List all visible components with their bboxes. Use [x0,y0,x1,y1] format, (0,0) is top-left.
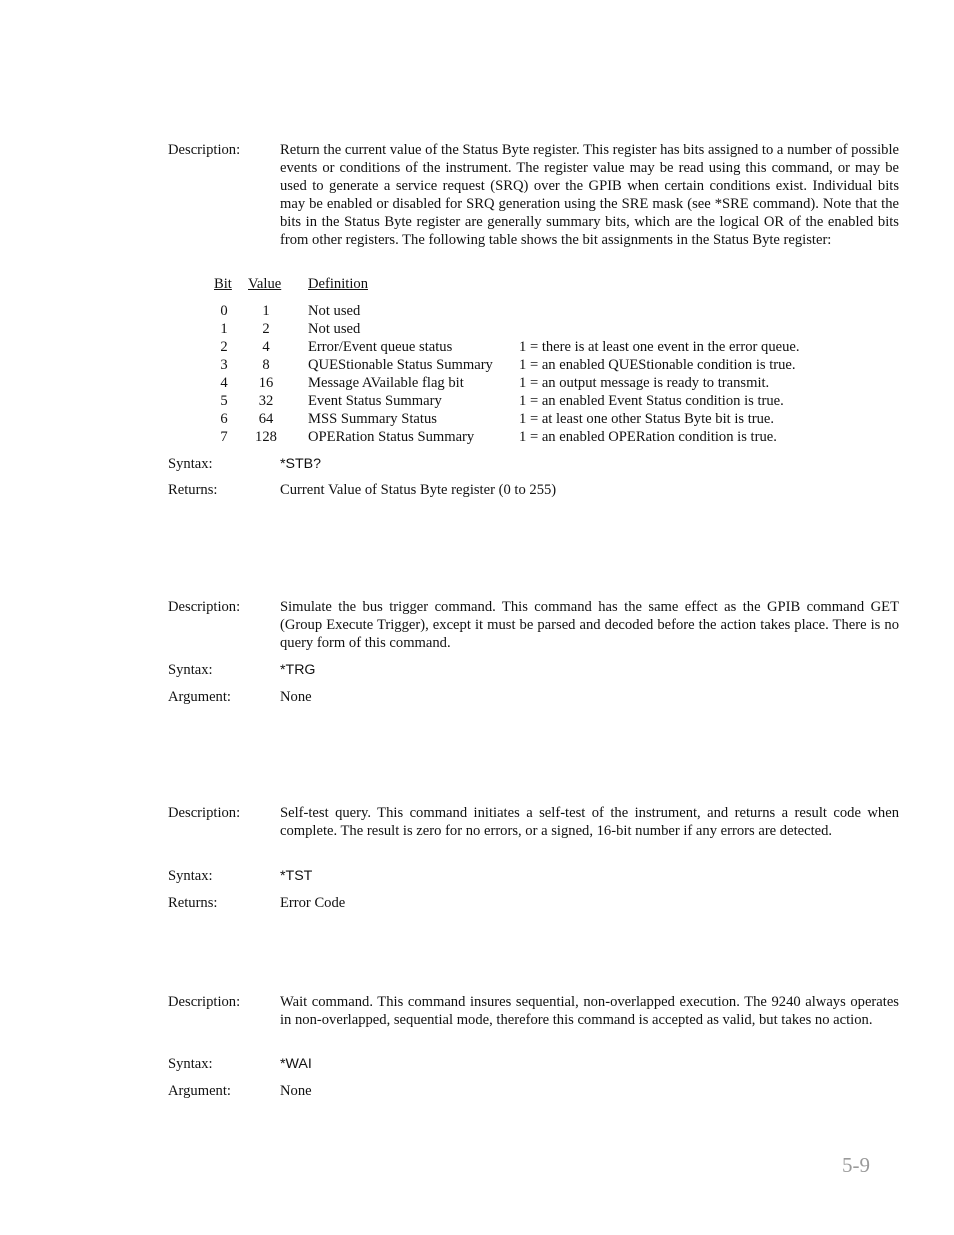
bit-number: 6 [220,411,228,427]
argument-text: None [280,1083,312,1099]
bit-number: 4 [220,375,228,391]
bit-value: 2 [262,321,270,337]
syntax-label: Syntax: [168,1056,213,1072]
page-number: 5-9 [842,1153,870,1177]
description-label: Description: [168,599,241,615]
bit-definition: Not used [308,321,361,337]
argument-text: None [280,689,312,705]
argument-label: Argument: [168,1083,231,1099]
table-row [214,338,854,356]
bit-definition: Error/Event queue status [308,339,453,355]
bit-number: 3 [220,357,228,373]
column-header-definition: Definition [308,276,368,292]
syntax-command: *STB? [280,456,322,472]
table-row [214,320,854,338]
table-row [214,302,854,320]
bit-definition: QUEStionable Status Summary [308,357,493,373]
bit-note: 1 = at least one other Status Byte bit is true. [519,411,775,427]
table-row [214,374,854,392]
table-row [214,410,854,428]
returns-text: Error Code [280,895,346,911]
bit-value: 1 [262,303,270,319]
returns-text: Current Value of Status Byte register (0 to 255) [280,482,557,498]
syntax-command: *TST [280,868,313,884]
table-row [214,392,854,410]
returns-label: Returns: [168,482,218,498]
bit-value: 16 [258,375,274,391]
bit-definition: Event Status Summary [308,393,442,409]
bit-value: 128 [255,429,277,445]
description-text: Self-test query. This command initiates a self-test of the instrument, and returns a result code when complete. The result is zero for no errors, or a signed, 16-bit number if any errors are detected. [280,805,899,839]
table-row [214,428,854,446]
bit-number: 7 [220,429,228,445]
column-header-bit: Bit [214,276,232,292]
bit-number: 2 [220,339,228,355]
description-text: Wait command. This command insures sequential, non-overlapped execution. The 9240 always operates in non-overlapped, sequential mode, therefore this command is accepted as valid, but takes no action. [280,994,899,1028]
returns-label: Returns: [168,895,218,911]
description-text: Simulate the bus trigger command. This command has the same effect as the GPIB command GET (Group Execute Trigger), except it must be parsed and decoded before the action takes place. There is no query form of this command. [280,599,899,651]
bit-value: 4 [262,339,270,355]
bit-value: 8 [262,357,270,373]
bit-note: 1 = an enabled Event Status condition is true. [519,393,784,409]
bit-note: 1 = an enabled QUEStionable condition is true. [519,357,796,373]
bit-number: 0 [220,303,228,319]
bit-note: 1 = an output message is ready to transmit. [519,375,770,391]
column-header-value: Value [248,276,282,292]
bit-definition: OPERation Status Summary [308,429,475,445]
description-label: Description: [168,994,241,1010]
description-label: Description: [168,142,241,158]
bit-number: 1 [220,321,228,337]
syntax-command: *WAI [280,1056,312,1072]
syntax-command: *TRG [280,662,316,678]
bit-value: 32 [258,393,274,409]
syntax-label: Syntax: [168,662,213,678]
bit-definition: MSS Summary Status [308,411,437,427]
argument-label: Argument: [168,689,231,705]
bit-definition: Not used [308,303,361,319]
description-label: Description: [168,805,241,821]
table-row [214,356,854,374]
bit-value: 64 [258,411,274,427]
bit-note: 1 = there is at least one event in the error queue. [519,339,800,355]
syntax-label: Syntax: [168,868,213,884]
syntax-label: Syntax: [168,456,213,472]
description-text: Return the current value of the Status Byte register. This register has bits assigned to a number of possible events or conditions of the instrument. The register value may be read using this command, or may be used to generate a service request (SRQ) over the GPIB when certain conditions exist. Individual bits may be enabled or disabled for SRQ generation using the SRE mask (see *SRE command). Note that the bits in the Status Byte register are generally summary bits, which are the logical OR of the enabled bits from other registers. The following table shows the bit assignments in the Status Byte register: [280,142,899,248]
bit-note: 1 = an enabled OPERation condition is true. [519,429,777,445]
bit-definition: Message AVailable flag bit [308,375,464,391]
bit-number: 5 [220,393,228,409]
